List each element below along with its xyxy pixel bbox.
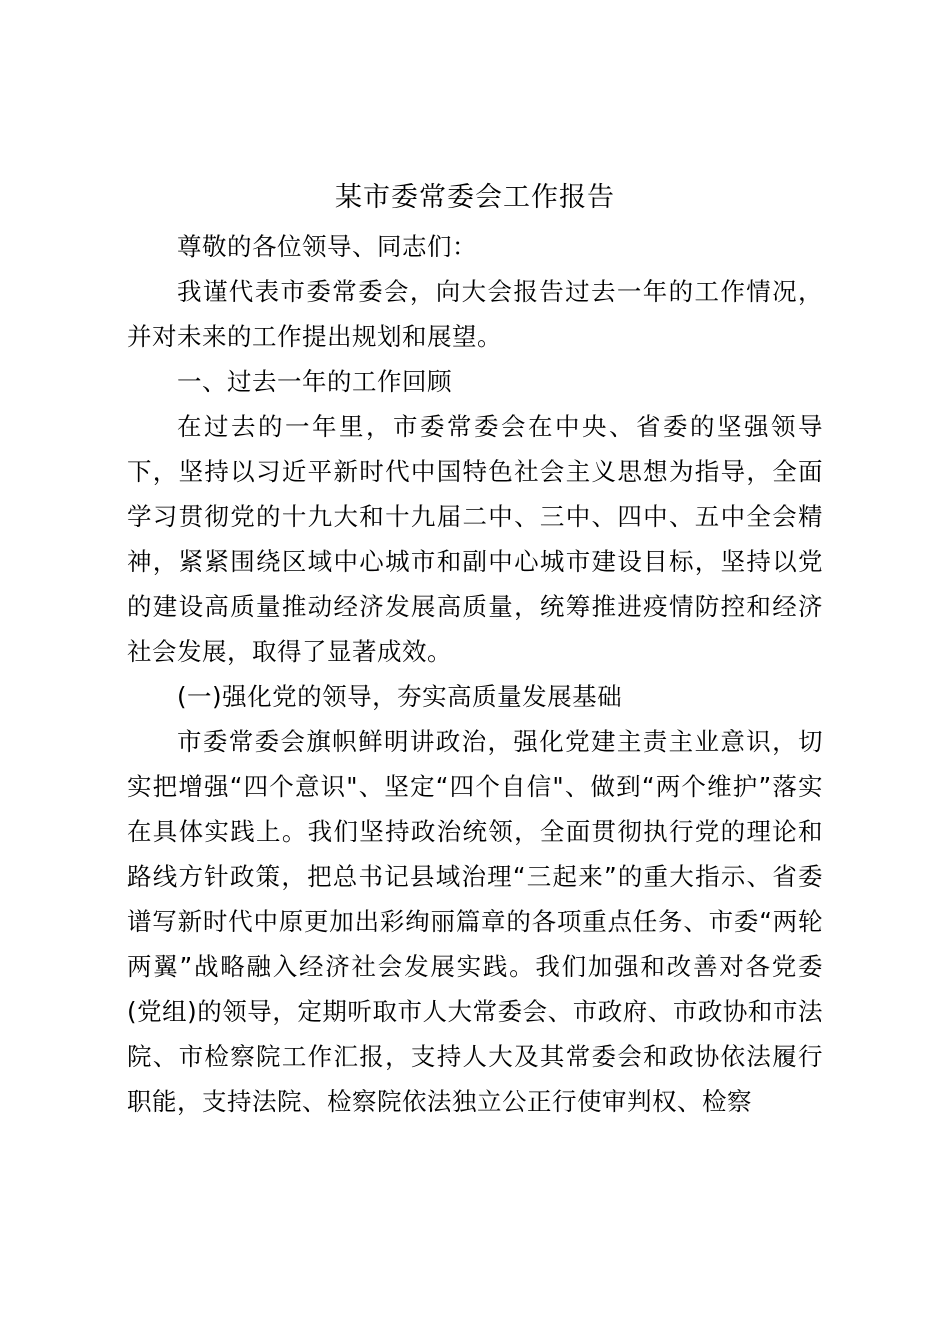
document-body [127,224,823,1124]
leadership-paragraph: 市委常委会旗帜鲜明讲政治，强化党建主责主业意识，切实把增强“四个意识"、坚定“四个自信"、做到“两个维护”落实在具体实践上。我们坚持政治统领，全面贯彻执行党的理论和路线方针政策，把总书记县域治理“三起来”的重大指示、省委谱写新时代中原更加出彩绚丽篇章的各项重点任务、市委“两轮两翼”战略融入经济社会发展实践。我们加强和改善对各党委(党组)的领导，定期听取市人大常委会、市政府、市政协和市法院、市检察院工作汇报，支持人大及其常委会和政协依法履行职能，支持法院、检察院依法独立公正行使审判权、检察 [127,727,823,1116]
subsection-heading: (一)强化党的领导，夯实高质量发展基础 [177,682,623,711]
salutation-paragraph: 尊敬的各位领导、同志们： [177,232,477,261]
review-paragraph: 在过去的一年里，市委常委会在中央、省委的坚强领导下，坚持以习近平新时代中国特色社会主义思想为指导，全面学习贯彻党的十九大和十九届二中、三中、四中、五中全会精神，紧紧围绕区域中心城市和副中心城市建设目标，坚持以党的建设高质量推动经济发展高质量，统筹推进疫情防控和经济社会发展，取得了显著成效。 [127,412,823,666]
intro-paragraph: 我谨代表市委常委会，向大会报告过去一年的工作情况，并对未来的工作提出规划和展望。 [127,277,823,351]
section-heading: 一、过去一年的工作回顾 [177,367,452,396]
page-title: 某市委常委会工作报告 [335,182,615,213]
